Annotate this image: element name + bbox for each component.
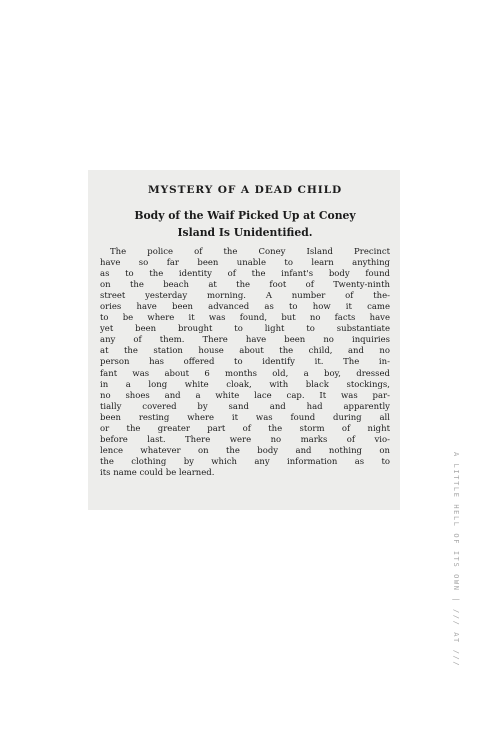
body-line: ories have been advanced as to how it came xyxy=(100,302,390,313)
body-line: The police of the Coney Island Precinct xyxy=(110,247,390,257)
body-line: in a long white cloak, with black stockings, xyxy=(100,379,390,390)
article-subhead xyxy=(100,207,390,241)
body-line: on the beach at the foot of Twenty-ninth xyxy=(100,280,390,291)
article-headline: MYSTERY OF A DEAD CHILD xyxy=(147,184,343,196)
body-line: as to the identity of the infant's body found xyxy=(100,269,390,280)
body-line: fant was about 6 months old, a boy, dressed xyxy=(100,368,390,379)
article-body xyxy=(100,247,390,479)
body-line: the clothing by which any information as to xyxy=(100,456,390,467)
body-line: any of them. There have been no inquiries xyxy=(100,335,390,346)
side-caption: A LITTLE HELL OF ITS OWN | /// AT /// xyxy=(452,452,460,668)
body-line: yet been brought to light to substantiate xyxy=(100,324,390,335)
subhead-line: Island Is Unidentified. xyxy=(177,226,313,239)
body-line: or the greater part of the storm of night xyxy=(100,423,390,434)
body-line: to be where it was found, but no facts have xyxy=(100,313,390,324)
body-line: no shoes and a white lace cap. It was par- xyxy=(100,390,390,401)
body-line: street yesterday morning. A number of the- xyxy=(100,291,390,302)
body-line: been resting where it was found during all xyxy=(100,412,390,423)
body-line: at the station house about the child, and no xyxy=(100,346,390,357)
body-line: before last. There were no marks of vio- xyxy=(100,434,390,445)
body-line: tially covered by sand and had apparently xyxy=(100,401,390,412)
body-line: person has offered to identify it. The in- xyxy=(100,357,390,368)
subhead-line: Body of the Waif Picked Up at Coney xyxy=(134,209,356,222)
newspaper-clipping xyxy=(88,170,400,510)
body-line: its name could be learned. xyxy=(100,467,215,478)
body-line: have so far been unable to learn anything xyxy=(100,258,390,269)
body-line: lence whatever on the body and nothing on xyxy=(100,445,390,456)
